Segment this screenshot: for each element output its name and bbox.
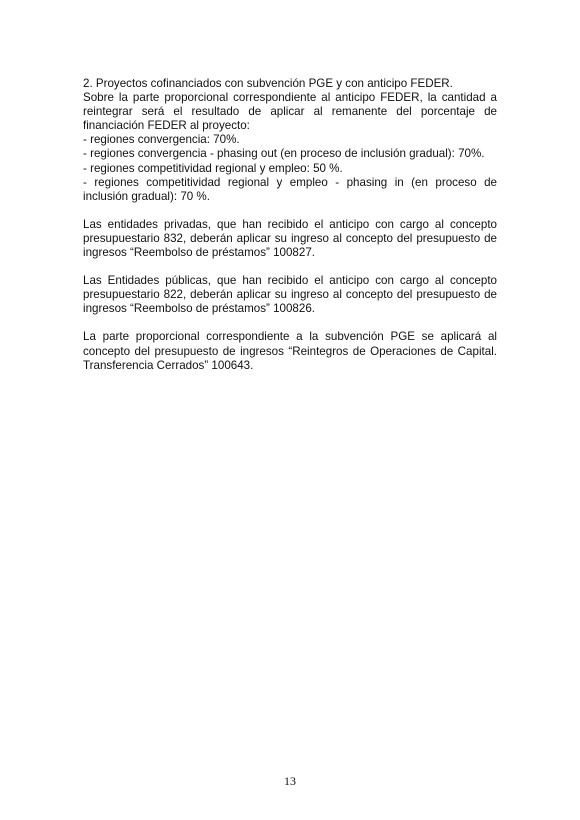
- region-item: - regiones competitividad regional y empleo: 50 %.: [83, 161, 343, 175]
- region-item: - regiones convergencia: 70%.: [83, 133, 240, 147]
- intro-paragraph: Sobre la parte proporcional correspondiente al anticipo FEDER, la cantidad a reintegrar será el resultado de aplicar al remanente del porcentaje de financiación FEDER al proyecto:: [83, 91, 497, 133]
- paragraph-spacer: [83, 316, 497, 330]
- public-entities-paragraph: Las Entidades públicas, que han recibido el anticipo con cargo al concepto presupuestario 822, deberán aplicar su ingreso al concepto del presupuesto de ingresos “Reembolso de préstamos” 100826.: [83, 274, 497, 316]
- pge-paragraph: La parte proporcional correspondiente a la subvención PGE se aplicará al concepto del presupuesto de ingresos “Reintegros de Operaciones de Capital. Transferencia Cerrados” 100643.: [83, 330, 497, 372]
- paragraph-spacer: [83, 260, 497, 274]
- private-entities-paragraph: Las entidades privadas, que han recibido el anticipo con cargo al concepto presupuestario 832, deberán aplicar su ingreso al concepto del presupuesto de ingresos “Reembolso de préstamos” 100827.: [83, 217, 497, 260]
- region-item: - regiones convergencia - phasing out (en proceso de inclusión gradual): 70%.: [83, 147, 485, 161]
- region-item: - regiones competitividad regional y empleo - phasing in (en proceso de inclusión gradual): 70 %.: [83, 175, 497, 203]
- document-body: [83, 77, 497, 373]
- section-heading: 2. Proyectos cofinanciados con subvención PGE y con anticipo FEDER.: [83, 77, 453, 90]
- paragraph-spacer: [83, 204, 497, 218]
- page-number: 13: [284, 774, 296, 788]
